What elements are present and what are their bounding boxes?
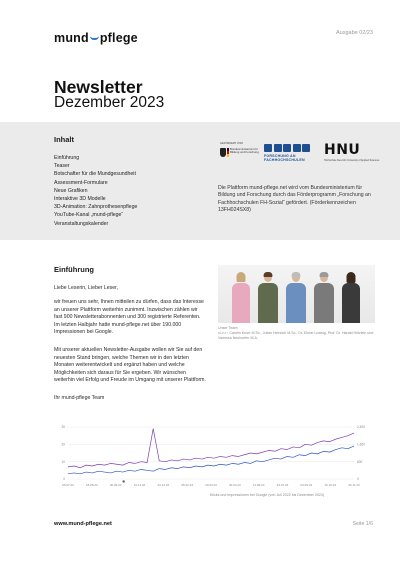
page-header [0, 0, 400, 118]
toc-heading: Inhalt [54, 135, 74, 144]
x-axis-tick-label: 30.09.22 [109, 483, 122, 487]
intro-greeting: Liebe Leserin, Lieber Leser, [54, 285, 119, 291]
y-axis-right-tick-label: 2.400 [357, 425, 365, 430]
intro-paragraph-1: wir freuen uns sehr, Ihnen mitteilen zu dürfen, dass das Interesse an unserer Plattform weiterhin zunimmt. Inzwischen zählen wir fast 900 Newsletterabonnenten und 300 registrierte Referenten. Im letzten Halbjahr hatte mund-pflege.net über 190.000 Impressionen bei Google. [54, 299, 204, 335]
x-axis-tick-label: 12.11.22 [133, 483, 146, 487]
fh-icon [302, 144, 310, 152]
hnu-wordmark: HNU [324, 142, 361, 158]
fh-icon [293, 144, 301, 152]
issue-number: Ausgabe 02/23 [335, 30, 373, 36]
newsletter-title: Newsletter [54, 77, 143, 97]
person-hair [237, 272, 246, 282]
table-of-contents-section [0, 122, 400, 240]
hnu-logo [324, 142, 380, 166]
logo-text-pflege: pflege [99, 31, 138, 45]
toc-list [54, 154, 137, 228]
toc-item[interactable]: Interaktive 3D Modelle [54, 196, 106, 203]
x-axis-tick-label: 19.03.23 [205, 483, 217, 487]
toc-item[interactable]: Teaser [54, 163, 70, 170]
person-hair [264, 272, 273, 277]
y-axis-left-tick-label: 20 [61, 442, 65, 447]
x-axis-tick-label: 24.12.22 [157, 483, 170, 487]
fh-icons [264, 144, 318, 152]
footer-website-link[interactable]: www.mund-pflege.net [54, 521, 112, 527]
y-axis-right-tick-label: 800 [357, 459, 363, 464]
team-member-figure [286, 273, 306, 323]
person-torso [314, 283, 334, 323]
person-hair [292, 272, 301, 277]
federal-eagle-icon [220, 148, 226, 157]
intro-signoff: Ihr mund-pflege Team [54, 395, 105, 401]
chart-annotation-marker [122, 480, 124, 482]
x-axis-tick-label: 03.09.23 [300, 483, 313, 487]
team-member-figure [232, 273, 250, 323]
toc-item[interactable]: Einführung [54, 155, 80, 161]
team-member-figure [342, 273, 360, 323]
logo-text-mund: mund [54, 31, 89, 45]
fh-icon [274, 144, 282, 152]
person-torso [232, 283, 250, 323]
y-axis-left-tick-label: 0 [63, 477, 65, 482]
toc-item[interactable]: YouTube-Kanal „mund-pflege“ [54, 212, 124, 219]
hnu-subtitle: Hochschule Neu-Ulm University of Applied Sciences [324, 158, 380, 162]
team-member-figure [258, 273, 278, 323]
fh-forschung-logo [264, 144, 318, 164]
german-flag-icon [227, 148, 229, 157]
photo-caption: Unser Team: v.l.n.r.: Carolin Knorr M.Sc., Julian Heinrich M.Sc., Dr. Elmar Ludwig, Prof. Dr. Harald Hölzlein und Vanessa Neuhoefer M.A. [218, 326, 374, 340]
y-axis-right-tick-label: 0 [357, 477, 359, 482]
x-axis-tick-label: 11.06.23 [252, 483, 265, 487]
logo-smile-icon [90, 36, 99, 40]
x-axis-tick-label: 05.02.23 [181, 483, 194, 487]
toc-item[interactable]: 3D-Animation: Zahnprothesenpflege [54, 204, 138, 211]
bmbf-supported-by: GEFÖRDERT VOM [220, 142, 243, 145]
x-axis-tick-label: 06.07.22 [62, 483, 74, 487]
fh-icon [283, 144, 291, 152]
chart-series-line [68, 429, 354, 468]
google-search-chart [54, 421, 376, 495]
person-torso [258, 283, 278, 323]
mund-pflege-logo[interactable] [54, 31, 138, 45]
x-axis-tick-label: 18.08.22 [85, 483, 98, 487]
intro-paragraph-2: Mit unserer aktuellen Newsletter-Ausgabe wollen wir Sie auf den neuesten Stand bringen, welche Themen wir in den letzten Monaten weiterentwickelt und ergänzt haben und welche Möglichkeiten sich daraus für Sie ergeben. Wir wünschen weiterhin viel Erfolg und Freude im Umgang mit unserer Plattform. [54, 347, 206, 383]
bmbf-name: Bundesministerium für Bildung und Forschung [230, 147, 259, 155]
y-axis-left-tick-label: 10 [61, 459, 65, 464]
y-axis-left-tick-label: 30 [61, 425, 65, 430]
x-axis-tick-label: 23.07.23 [276, 483, 289, 487]
x-axis-tick-label: 15.10.23 [324, 483, 337, 487]
person-torso [286, 283, 306, 323]
person-torso [342, 283, 360, 323]
chart-caption: Klicks und Impressionen bei Google (von Juli 2022 bis Dezember 2023) [210, 493, 325, 497]
team-photo [218, 265, 375, 323]
x-axis-tick-label: 26.11.23 [348, 483, 360, 487]
x-axis-tick-label: 30.04.23 [228, 483, 241, 487]
y-axis-right-tick-label: 1.600 [357, 442, 365, 447]
toc-item[interactable]: Neue Grafiken [54, 187, 88, 194]
intro-heading: Einführung [54, 265, 94, 274]
person-hair [320, 272, 329, 277]
toc-item[interactable]: Veranstaltungskalender [54, 220, 109, 227]
page-number: Seite 1/6 [352, 521, 373, 527]
funder-logos [218, 142, 378, 166]
fh-logo-text: FORSCHUNG AN FACHHOCHSCHULEN [264, 153, 305, 162]
newsletter-date: Dezember 2023 [54, 94, 165, 111]
bmbf-logo [218, 142, 258, 166]
fh-icon [264, 144, 272, 152]
funding-notice: Die Plattform mund-pflege.net wird vom Bundesministerium für Bildung und Forschung durch das Förderprogramm „Forschung an Fachhochschulen FH-Sozial“ gefördert. (Förderkennzeichen 13FH024SX8) [218, 185, 371, 213]
person-hair [347, 272, 356, 283]
team-member-figure [314, 273, 334, 323]
toc-item[interactable]: Botschafter für die Mundgesundheit [54, 171, 136, 178]
chart-series-line [68, 446, 354, 474]
toc-item[interactable]: Assessment-Formulare [54, 179, 108, 186]
